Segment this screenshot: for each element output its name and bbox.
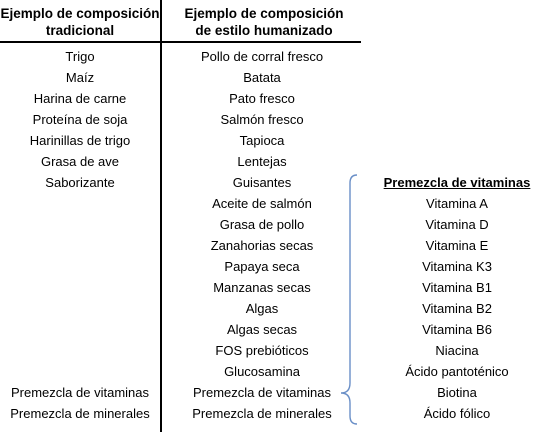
vitamin-item: Vitamina E [425,238,489,253]
humanized-item: Pollo de corral fresco [200,49,324,64]
vitamin-premix-title: Premezcla de vitaminas [383,175,531,190]
humanized-item: Manzanas secas [213,280,311,295]
traditional-item: Harinillas de trigo [29,133,131,148]
vitamin-item: Vitamina K3 [422,259,492,274]
humanized-item: Premezcla de minerales [192,406,332,421]
vitamin-item: Vitamina B6 [422,322,492,337]
vitamin-item: Vitamina D [425,217,489,232]
vitamin-item: Ácido pantoténico [405,364,509,379]
curly-bracket [341,175,357,424]
humanized-item: Grasa de pollo [219,217,305,232]
traditional-item: Grasa de ave [40,154,120,169]
humanized-item: Algas secas [226,322,298,337]
vitamin-item: Vitamina B1 [422,280,492,295]
humanized-item: Pato fresco [229,91,295,106]
traditional-item: Maíz [65,70,95,85]
vitamin-item: Ácido fólico [423,406,491,421]
humanized-item: Aceite de salmón [212,196,312,211]
humanized-item: Algas [245,301,279,316]
humanized-item: Tapioca [239,133,285,148]
humanized-item: Lentejas [237,154,287,169]
traditional-item: Saborizante [45,175,115,190]
header-humanized-line-2: de estilo humanizado [195,23,333,38]
vitamin-item: Vitamina A [426,196,488,211]
humanized-item: Salmón fresco [220,112,304,127]
traditional-item: Premezcla de vitaminas [11,385,149,400]
humanized-item: Glucosamina [224,364,300,379]
vitamin-item: Vitamina B2 [422,301,492,316]
humanized-item: Papaya seca [224,259,300,274]
traditional-item: Trigo [65,49,95,64]
header-traditional-line-2: tradicional [45,23,115,38]
humanized-item: Premezcla de vitaminas [193,385,331,400]
humanized-item: FOS prebióticos [215,343,309,358]
header-humanized-line-1: Ejemplo de composición [184,6,344,21]
traditional-item: Premezcla de minerales [10,406,150,421]
traditional-item: Harina de carne [33,91,127,106]
traditional-item: Proteína de soja [32,112,128,127]
humanized-item: Guisantes [232,175,292,190]
vitamin-item: Biotina [437,385,477,400]
humanized-item: Batata [243,70,281,85]
humanized-item: Zanahorias secas [210,238,314,253]
header-traditional-line-1: Ejemplo de composición [0,6,160,21]
vitamin-item: Niacina [435,343,479,358]
